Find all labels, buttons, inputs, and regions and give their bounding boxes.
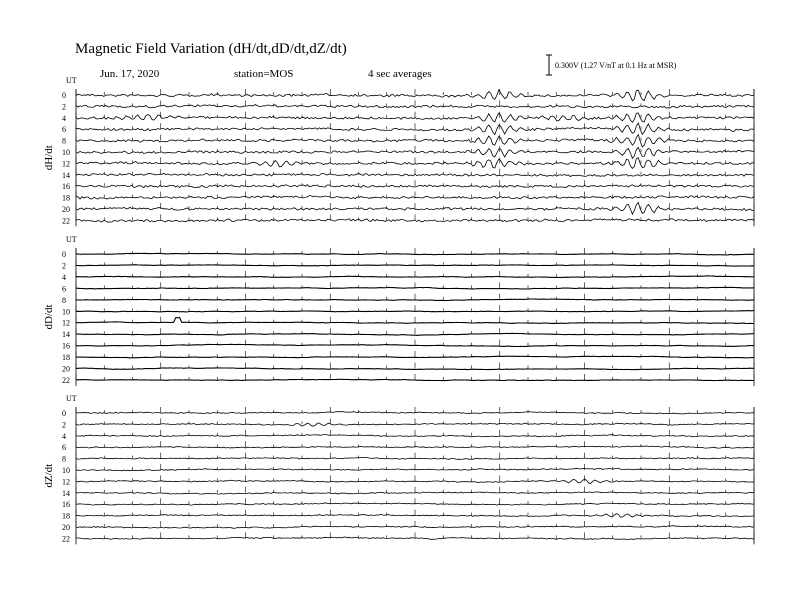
averaging-label: 4 sec averages	[368, 68, 432, 80]
trace-line	[76, 379, 754, 380]
row-label: 22	[62, 534, 70, 544]
row-label: 20	[62, 205, 70, 214]
panels	[43, 76, 754, 544]
row-label: 20	[62, 523, 70, 532]
row-label: 0	[62, 409, 66, 418]
date-label: Jun. 17, 2020	[100, 68, 160, 80]
scale-bar-label: 0.300V (1.27 V/nT at 0.1 Hz at MSR)	[555, 61, 677, 70]
trace-line	[76, 446, 754, 448]
trace-line	[76, 311, 754, 312]
row-label: 2	[62, 420, 66, 430]
trace-line	[76, 457, 754, 459]
row-label: 12	[62, 477, 70, 487]
panel-ylabel: dH/dt	[43, 145, 55, 171]
row-label: 6	[62, 125, 66, 135]
row-label: 16	[62, 182, 70, 192]
row-label: 2	[62, 261, 66, 271]
row-label: 10	[62, 466, 70, 475]
row-label: 6	[62, 284, 66, 294]
row-label: 14	[62, 330, 70, 340]
ut-axis-label: UT	[66, 394, 77, 403]
ut-axis-label: UT	[66, 76, 77, 85]
row-label: 14	[62, 170, 70, 180]
panel-dddt	[43, 235, 754, 386]
row-label: 12	[62, 159, 70, 169]
row-label: 16	[62, 341, 70, 351]
row-label: 22	[62, 375, 70, 385]
row-label: 0	[62, 250, 66, 259]
row-label: 10	[62, 307, 70, 317]
row-label: 0	[62, 91, 66, 100]
row-label: 4	[62, 431, 66, 441]
row-label: 8	[62, 454, 66, 464]
panel-ylabel: dZ/dt	[43, 463, 55, 488]
row-label: 4	[62, 272, 66, 282]
row-label: 8	[62, 136, 66, 146]
row-label: 22	[62, 216, 70, 226]
row-label: 18	[62, 511, 70, 521]
trace-line	[76, 173, 754, 176]
row-label: 8	[62, 295, 66, 305]
trace-line	[76, 287, 754, 289]
row-label: 18	[62, 353, 70, 363]
row-label: 20	[62, 364, 70, 374]
ut-axis-label: UT	[66, 235, 77, 244]
row-label: 2	[62, 102, 66, 112]
row-label: 4	[62, 113, 66, 123]
row-label: 18	[62, 193, 70, 203]
panel-dzdt	[43, 394, 754, 544]
row-label: 10	[62, 148, 70, 157]
row-label: 16	[62, 500, 70, 510]
panel-dhdt	[43, 76, 754, 226]
station-label: station=MOS	[234, 68, 294, 80]
panel-ylabel: dD/dt	[43, 304, 55, 330]
figure-title: Magnetic Field Variation (dH/dt,dD/dt,dZ/dt)	[75, 41, 347, 57]
scale-bar	[546, 55, 677, 75]
row-label: 12	[62, 318, 70, 328]
row-label: 6	[62, 443, 66, 453]
row-label: 14	[62, 488, 70, 498]
